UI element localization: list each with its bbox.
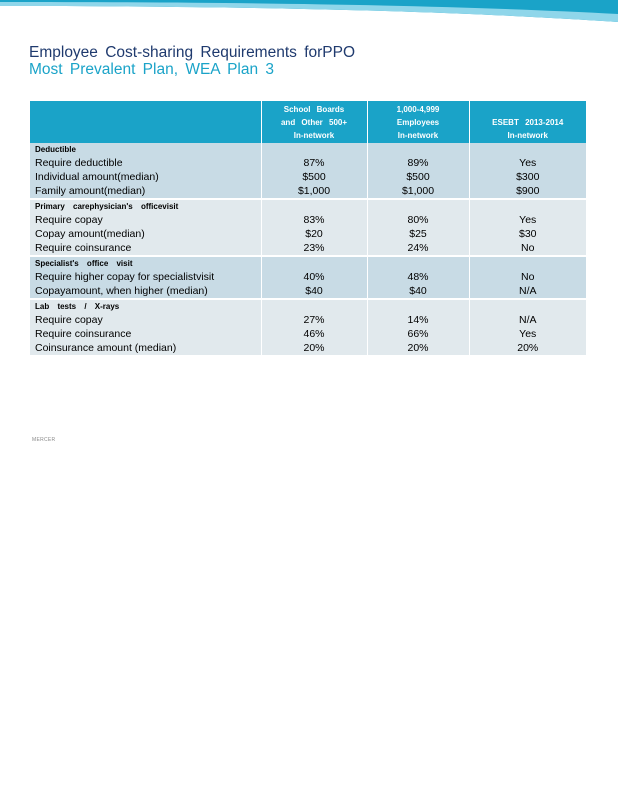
section-header-row	[30, 199, 586, 213]
value-cell: No	[469, 241, 586, 256]
table-row	[30, 270, 586, 284]
section-spacer-cell	[469, 199, 586, 213]
section-spacer-cell	[261, 199, 367, 213]
value-cell: $20	[261, 227, 367, 241]
value-cell: 48%	[367, 270, 469, 284]
value-cell: N/A	[469, 313, 586, 327]
table-row	[30, 227, 586, 241]
header-blank	[30, 101, 261, 143]
value-cell: $300	[469, 170, 586, 184]
table-row	[30, 241, 586, 256]
section-title: Primary carephysician's officevisit	[30, 199, 261, 213]
value-cell: 46%	[261, 327, 367, 341]
row-label: Require coinsurance	[30, 241, 261, 256]
value-cell: $40	[367, 284, 469, 299]
table-row	[30, 156, 586, 170]
header-esebt: ESEBT 2013-2014 In-network	[469, 101, 586, 143]
value-cell: $30	[469, 227, 586, 241]
section-title: Specialist's office visit	[30, 256, 261, 270]
value-cell: 80%	[367, 213, 469, 227]
section-spacer-cell	[261, 256, 367, 270]
mercer-footer-logo: MERCER	[32, 437, 56, 443]
row-label: Require higher copay for specialistvisit	[30, 270, 261, 284]
header-1000-4999-employees: 1,000-4,999 Employees In-network	[367, 101, 469, 143]
section-title: Lab tests / X-rays	[30, 299, 261, 313]
value-cell: 89%	[367, 156, 469, 170]
row-label: Require copay	[30, 313, 261, 327]
slide-title	[29, 44, 355, 78]
value-cell: $500	[367, 170, 469, 184]
value-cell: 40%	[261, 270, 367, 284]
title-line-1: Employee Cost-sharing Requirements forPPO	[29, 44, 356, 61]
section-spacer-cell	[367, 299, 469, 313]
table-row	[30, 213, 586, 227]
top-wave-banner	[0, 0, 618, 22]
value-cell: Yes	[469, 213, 586, 227]
section-title: Deductible	[30, 143, 261, 156]
row-label: Coinsurance amount (median)	[30, 341, 261, 355]
table-row	[30, 313, 586, 327]
value-cell: 20%	[261, 341, 367, 355]
row-label: Require coinsurance	[30, 327, 261, 341]
value-cell: 23%	[261, 241, 367, 256]
row-label: Copay amount(median)	[30, 227, 261, 241]
value-cell: $500	[261, 170, 367, 184]
value-cell: $900	[469, 184, 586, 199]
table-row	[30, 284, 586, 299]
value-cell: $1,000	[261, 184, 367, 199]
section-header-row	[30, 256, 586, 270]
value-cell: $40	[261, 284, 367, 299]
value-cell: Yes	[469, 327, 586, 341]
value-cell: Yes	[469, 156, 586, 170]
table-row	[30, 184, 586, 199]
value-cell: N/A	[469, 284, 586, 299]
section-spacer-cell	[469, 256, 586, 270]
section-spacer-cell	[367, 199, 469, 213]
value-cell: 20%	[367, 341, 469, 355]
title-line-2: Most Prevalent Plan, WEA Plan 3	[29, 61, 275, 78]
value-cell: 14%	[367, 313, 469, 327]
value-cell: 83%	[261, 213, 367, 227]
value-cell: 27%	[261, 313, 367, 327]
value-cell: 66%	[367, 327, 469, 341]
row-label: Copayamount, when higher (median)	[30, 284, 261, 299]
value-cell: 24%	[367, 241, 469, 256]
header-school-boards: School Boards and Other 500+ In-network	[261, 101, 367, 143]
section-spacer-cell	[367, 256, 469, 270]
section-header-row	[30, 299, 586, 313]
value-cell: $1,000	[367, 184, 469, 199]
row-label: Require deductible	[30, 156, 261, 170]
value-cell: $25	[367, 227, 469, 241]
row-label: Require copay	[30, 213, 261, 227]
section-spacer-cell	[469, 143, 586, 156]
row-label: Family amount(median)	[30, 184, 261, 199]
section-spacer-cell	[469, 299, 586, 313]
section-spacer-cell	[261, 143, 367, 156]
value-cell: 20%	[469, 341, 586, 355]
cost-sharing-table	[30, 101, 586, 355]
section-spacer-cell	[367, 143, 469, 156]
section-spacer-cell	[261, 299, 367, 313]
section-header-row	[30, 143, 586, 156]
table-row	[30, 341, 586, 355]
value-cell: 87%	[261, 156, 367, 170]
table-header-row	[30, 101, 586, 143]
table-body	[30, 143, 586, 355]
row-label: Individual amount(median)	[30, 170, 261, 184]
value-cell: No	[469, 270, 586, 284]
table-row	[30, 170, 586, 184]
table-row	[30, 327, 586, 341]
